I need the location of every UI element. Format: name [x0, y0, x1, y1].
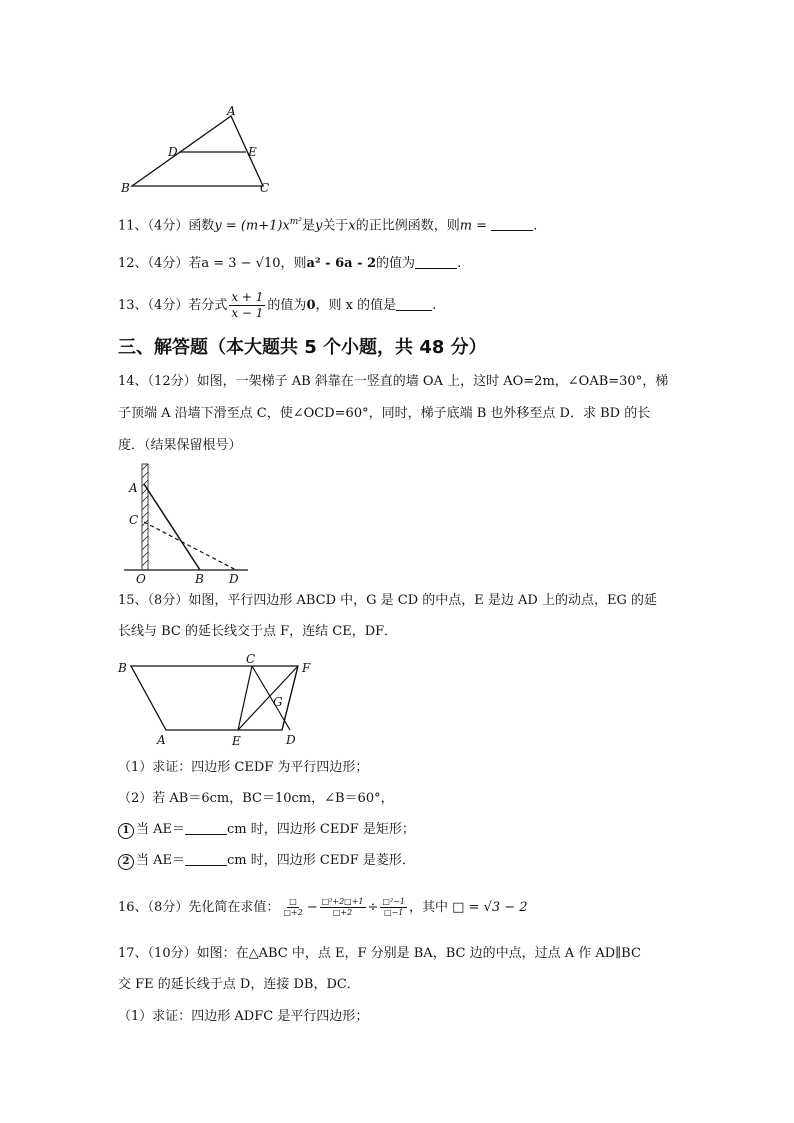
question-15-part-1: （1）求证：四边形 CEDF 为平行四边形；: [118, 760, 369, 775]
question-15-part-2: （2）若 AB＝6cm，BC＝10cm，∠B＝60°，: [118, 791, 394, 806]
triangle-figure: [118, 104, 278, 196]
fig1-label-b: B: [121, 181, 130, 195]
question-16: 16、（8分）先化简在求值： $\frac{□}{□+2}$ − $\frac{\text{□²+2□+1}}{□+2}$ ÷ $\frac{\text{□²−1}}{□-1}$ ，其中 □ = √3 − 2: [118, 897, 528, 917]
question-17-line-2: 交 FE 的延长线于点 D，连接 DB，DC．: [118, 977, 360, 992]
question-13: 13、（4分）若分式 $\frac{x + 1}{x - 1}$ 的值为0，则 x 的值是 .: [118, 290, 437, 320]
fig2-label-d: D: [229, 572, 239, 586]
fig3-label-f: F: [302, 661, 311, 675]
question-15-line-2: 长线与 BC 的延长线交于点 F，连结 CE，DF．: [118, 624, 398, 639]
circled-number-1: 1: [118, 823, 134, 839]
question-17-line-1: 17、（10分）如图：在△ABC 中，点 E，F 分别是 BA，BC 边的中点，过点 A 作 AD∥BC: [118, 946, 641, 961]
ladder-figure: [118, 460, 258, 586]
circled-number-2: 2: [118, 854, 134, 870]
question-15-line-1: 15、（8分）如图，平行四边形 ABCD 中，G 是 CD 的中点，E 是边 AD 上的动点，EG 的延: [118, 593, 657, 608]
question-14-line-2: 子顶端 A 沿墙下滑至点 C，使∠OCD=60°，同时，梯子底端 B 也外移至点 D．求 BD 的长: [118, 406, 651, 421]
answer-blank-13[interactable]: [396, 296, 432, 311]
answer-blank-11[interactable]: [491, 216, 533, 231]
question-15-sub-2: 2 当 AE＝ cm 时，四边形 CEDF 是菱形．: [118, 851, 415, 871]
fig2-label-a: A: [129, 481, 138, 495]
fig3-label-c: C: [246, 652, 256, 666]
fig1-label-d: D: [168, 145, 178, 159]
fig2-label-c: C: [129, 513, 139, 527]
question-12: 12、（4分）若a = 3 − √10，则a² - 6a - 2的值为 .: [118, 256, 462, 271]
fig3-label-a: A: [157, 733, 166, 747]
answer-blank-15-1[interactable]: [185, 820, 227, 835]
fig1-label-e: E: [248, 145, 257, 159]
fraction-16-2: $\frac{\text{□²+2□+1}}{□+2}$: [321, 897, 364, 917]
parallelogram-figure: [116, 652, 326, 750]
fig2-label-o: O: [136, 572, 146, 586]
fraction-16-1: $\frac{□}{□+2}$: [283, 897, 303, 917]
fraction-13: $\frac{x + 1}{x - 1}$: [231, 290, 264, 320]
fig3-label-b: B: [118, 661, 127, 675]
fig3-label-d: D: [286, 733, 296, 747]
answer-blank-15-2[interactable]: [185, 851, 227, 866]
question-17-part-1: （1）求证：四边形 ADFC 是平行四边形；: [118, 1009, 369, 1024]
question-15-sub-1: 1 当 AE＝ cm 时，四边形 CEDF 是矩形；: [118, 820, 415, 840]
section-heading: 三、解答题（本大题共 5 个小题，共 48 分）: [118, 337, 487, 358]
fraction-16-3: $\frac{\text{□²−1}}{□-1}$: [382, 897, 405, 917]
question-14-line-1: 14、（12分）如图，一架梯子 AB 斜靠在一竖直的墙 OA 上，这时 AO=2m，∠OAB=30°，梯: [118, 374, 669, 389]
fig3-label-g: G: [273, 695, 283, 709]
fig3-label-e: E: [232, 734, 241, 748]
fig1-label-a: A: [227, 104, 236, 118]
question-11: 11、（4分）函数$y = (m+1)x^{m^2}$是y关于x的正比例函数，则m = .: [118, 217, 538, 234]
fig1-label-c: C: [260, 181, 270, 195]
fig2-label-b: B: [195, 572, 204, 586]
answer-blank-12[interactable]: [415, 254, 457, 269]
question-14-line-3: 度．（结果保留根号）: [118, 438, 242, 453]
